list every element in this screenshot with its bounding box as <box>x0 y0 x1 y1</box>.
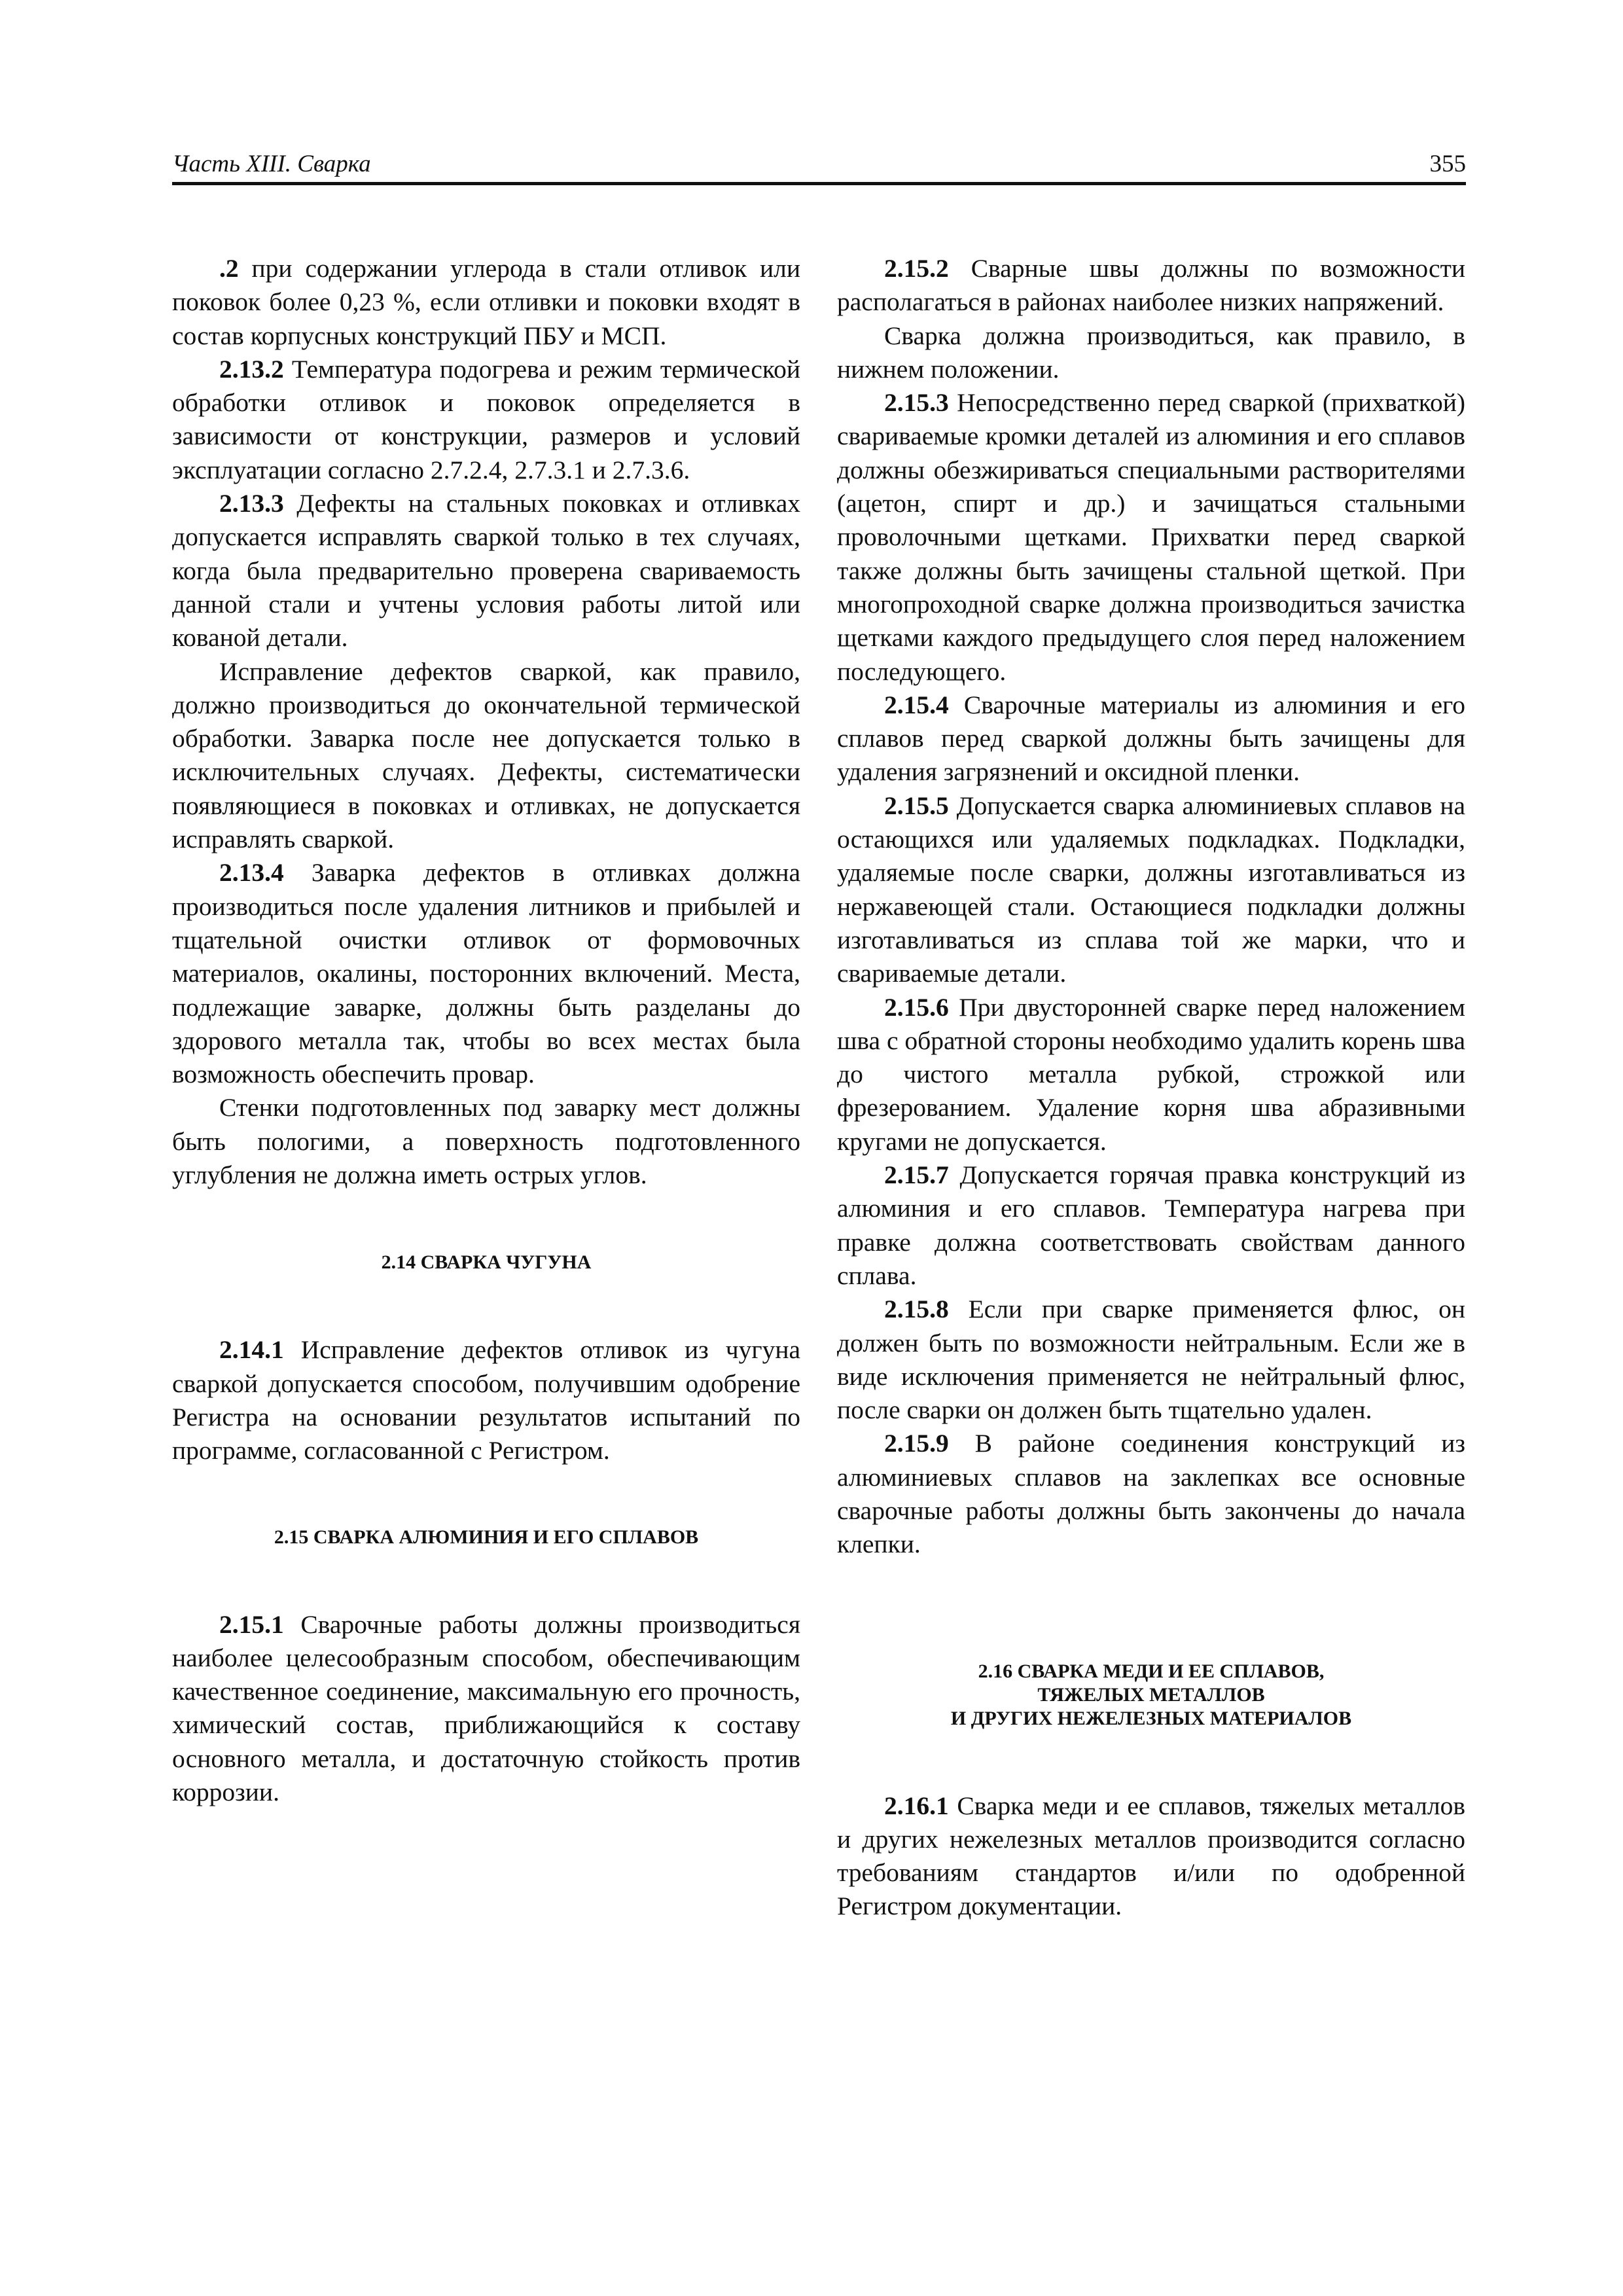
clause-number: 2.15.5 <box>884 791 949 820</box>
paragraph <box>837 1789 1465 1924</box>
clause-number: 2.16.1 <box>884 1791 949 1820</box>
clause-number: 2.15.3 <box>884 388 949 418</box>
paragraph: Исправление дефектов сваркой, как правило, должно производиться до окончательной термической обработки. Заварка после нее допускается только в исключительных случаях. Дефекты, систематически появляющиеся в поковках и отливках, не допускается исправлять сваркой. <box>172 656 800 854</box>
paragraph <box>837 689 1465 789</box>
paragraph-text: Допускается горячая правка конструкций из алюминия и его сплавов. Температура нагрева при правке должна соответствовать свойствам данного сплава. <box>837 1160 1465 1290</box>
paragraph-text: Сварочные материалы из алюминия и его сплавов перед сваркой должны быть зачищены для удаления загрязнений и оксидной пленки. <box>837 690 1465 787</box>
paragraph <box>837 991 1465 1158</box>
clause-number: 2.15.1 <box>219 1609 284 1639</box>
paragraph: Сварка должна производиться, как правило, в нижнем положении. <box>837 321 1465 384</box>
paragraph-text: при содержании углерода в стали отливок или поковок более 0,23 %, если отливки и поковки входят в состав корпусных конструкций ПБУ и МСП. <box>172 254 800 350</box>
clause-number: 2.15.8 <box>884 1295 949 1324</box>
clause-number: 2.13.2 <box>219 354 284 384</box>
paragraph: Стенки подготовленных под заварку мест должны быть пологими, а поверхность подготовленного углубления не должна иметь острых углов. <box>172 1093 800 1190</box>
clause-number: 2.15.7 <box>884 1160 949 1190</box>
section-heading-2-15: 2.15 СВАРКА АЛЮМИНИЯ И ЕГО СПЛАВОВ <box>274 1526 699 1548</box>
clause-number: 2.15.4 <box>884 690 949 719</box>
paragraph <box>172 487 800 655</box>
section-heading-2-16 <box>837 1660 1465 1731</box>
clause-number: 2.15.2 <box>884 254 949 283</box>
paragraph <box>837 1427 1465 1561</box>
part-title: Часть XIII. Сварка <box>172 151 371 177</box>
paragraph <box>837 252 1465 319</box>
paragraph <box>172 252 800 353</box>
paragraph-text: Сварочные работы должны производиться наиболее целесообразным способом, обеспечивающим качественное соединение, максимальную его прочность, химический состав, приближающийся к составу основного металла, и достаточную стойкость против коррозии. <box>172 1609 800 1806</box>
heading-line: 2.16 СВАРКА МЕДИ И ЕЕ СПЛАВОВ, <box>978 1660 1325 1682</box>
paragraph-text: Дефекты на стальных поковках и отливках допускается исправлять сваркой только в тех случаях, когда была предварительно проверена свариваемость данной стали и учтены условия работы литой или кованой детали. <box>172 489 800 653</box>
paragraph <box>172 1608 800 1810</box>
paragraph-text: Допускается сварка алюминиевых сплавов на остающихся или удаляемых подкладках. Подкладки, удаляемые после сварки, должны изготавливаться из нержавеющей стали. Остающиеся подкладки должны изготавливаться из сплава той же марки, что и свариваемые детали. <box>837 791 1465 988</box>
heading-line: И ДРУГИХ НЕЖЕЛЕЗНЫХ МАТЕРИАЛОВ <box>950 1707 1352 1729</box>
paragraph <box>172 856 800 1091</box>
left-column <box>172 252 800 1809</box>
heading-line: ТЯЖЕЛЫХ МЕТАЛЛОВ <box>1037 1683 1265 1706</box>
paragraph-text: Исправление дефектов отливок из чугуна сваркой допускается способом, получившим одобрение Регистра на основании результатов испытаний по программе, согласованной с Регистром. <box>172 1335 800 1465</box>
right-column <box>837 252 1465 1924</box>
paragraph-text: Сварка меди и ее сплавов, тяжелых металлов и других нежелезных металлов производится согласно требованиям стандартов и/или по одобренной Регистром документации. <box>837 1791 1465 1921</box>
running-header <box>172 143 1466 185</box>
paragraph <box>837 1293 1465 1427</box>
paragraph-text: Непосредственно перед сваркой (прихваткой) свариваемые кромки деталей из алюминия и его сплавов должны обезжириваться специальными растворителями (ацетон, спирт и др.) и зачищаться стальными проволочными щетками. Прихватки перед сваркой также должны быть зачищены стальной щеткой. При многопроходной сварке должна производиться зачистка щетками каждого предыдущего слоя перед наложением последующего. <box>837 388 1465 686</box>
paragraph <box>837 789 1465 991</box>
clause-number: 2.15.6 <box>884 992 949 1022</box>
paragraph-text: Если при сварке применяется флюс, он должен быть по возможности нейтральным. Если же в виде исключения применяется не нейтральный флюс, после сварки он должен быть тщательно удален. <box>837 1295 1465 1425</box>
page-number: 355 <box>1429 151 1466 177</box>
paragraph-text: Заварка дефектов в отливках должна производиться после удаления литников и прибылей и тщательной очистки отливок от формовочных материалов, окалины, посторонних включений. Места, подлежащие заварке, должны быть разделаны до здорового металла так, чтобы во всех местах была возможность обеспечить провар. <box>172 858 800 1089</box>
clause-number: 2.13.4 <box>219 858 284 888</box>
paragraph <box>837 1158 1465 1293</box>
paragraph <box>172 1333 800 1467</box>
paragraph-text: При двусторонней сварке перед наложением шва с обратной стороны необходимо удалить корень шва до чистого металла рубкой, строжкой или фрезерованием. Удаление корня шва абразивными кругами не допускается. <box>837 992 1465 1156</box>
paragraph <box>172 353 800 487</box>
paragraph-text: В районе соединения конструкций из алюминиевых сплавов на заклепках все основные сварочные работы должны быть закончены до начала клепки. <box>837 1429 1465 1559</box>
paragraph-text: Температура подогрева и режим термической обработки отливок и поковок определяется в зависимости от конструкции, размеров и условий эксплуатации согласно 2.7.2.4, 2.7.3.1 и 2.7.3.6. <box>172 354 800 484</box>
clause-number: 2.14.1 <box>219 1335 284 1365</box>
paragraph-text: Сварные швы должны по возможности располагаться в районах наиболее низких напряжений. <box>837 254 1465 317</box>
section-heading-2-14: 2.14 СВАРКА ЧУГУНА <box>381 1251 592 1274</box>
clause-number: .2 <box>219 254 239 283</box>
paragraph <box>837 386 1465 689</box>
clause-number: 2.13.3 <box>219 489 284 518</box>
clause-number: 2.15.9 <box>884 1429 949 1458</box>
